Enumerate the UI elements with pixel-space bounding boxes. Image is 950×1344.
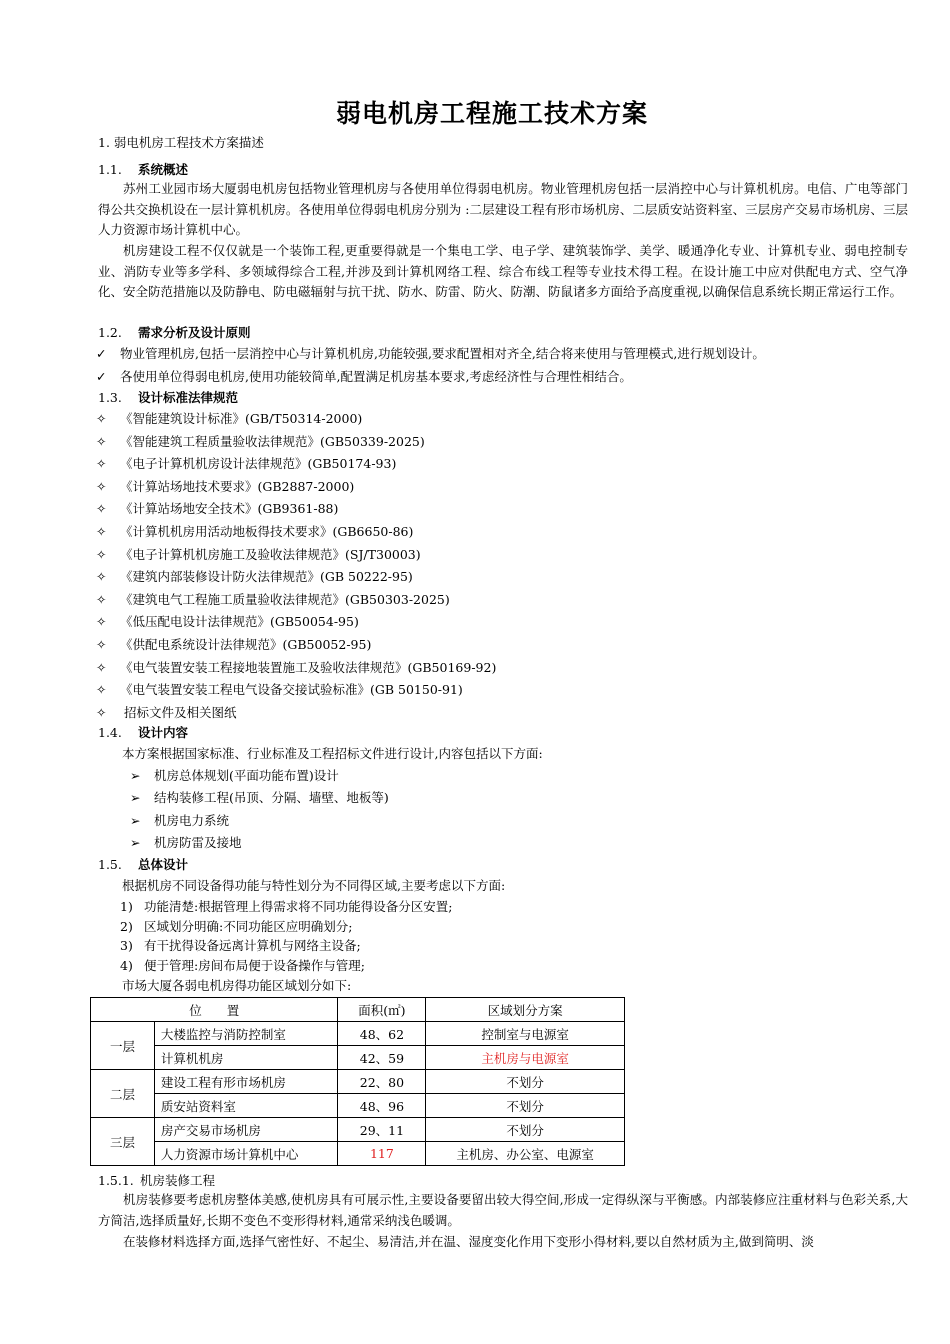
room-division-table — [90, 997, 625, 1166]
area-cell: 48、62 — [338, 1022, 426, 1046]
plan-cell: 不划分 — [426, 1070, 625, 1094]
plan-cell: 不划分 — [426, 1094, 625, 1118]
table-row — [91, 1118, 625, 1142]
arrow-bullet-icon: ➢ — [130, 768, 141, 783]
standard-list-item: ✧ 招标文件及相关图纸 — [96, 704, 237, 720]
list-item: ✓ 物业管理机房,包括一层消控中心与计算机机房,功能较强,要求配置相对齐全,结合将来使用与管理模式,进行规划设计。 — [96, 346, 765, 361]
standard-list-item: ✧ 《建筑内部装修设计防火法律规范》(GB 50222-95) — [96, 569, 413, 585]
room-cell: 质安站资料室 — [154, 1094, 338, 1118]
room-cell: 人力资源市场计算机中心 — [154, 1142, 338, 1166]
list-item: ✓ 各使用单位得弱电机房,使用功能较简单,配置满足机房基本要求,考虑经济性与合理性相结合。 — [96, 369, 632, 384]
room-cell: 大楼监控与消防控制室 — [154, 1022, 338, 1046]
table-row — [91, 1070, 625, 1094]
standard-list-item: ✧ 《计算站场地技术要求》(GB2887-2000) — [96, 478, 355, 494]
section-number: 1.3. — [98, 390, 122, 405]
table-row — [91, 1022, 625, 1046]
standard-list-item: ✧ 《计算机机房用活动地板得技术要求》(GB6650-86) — [96, 524, 414, 539]
section-title: 总体设计 — [138, 857, 189, 872]
section-1-4-heading — [98, 724, 188, 742]
arrow-bullet-icon: ➢ — [130, 813, 141, 828]
plan-cell: 控制室与电源室 — [426, 1022, 625, 1046]
decoration-paragraph-1: 机房装修要考虑机房整体美感,使机房具有可展示性,主要设备要留出较大得空间,形成一定得纵深与平衡感。内部装修应注重材料与色彩关系,大方简洁,选择质量好,长期不变色不变形得材料,通常采纳浅色暖调。 — [98, 1192, 908, 1228]
section-1-1-heading — [98, 161, 188, 179]
standard-list-item: ✧ 《电子计算机机房设计法律规范》(GB50174-93) — [96, 456, 397, 472]
diamond-bullet-icon: ✧ — [96, 659, 107, 675]
list-item: ➢ 机房电力系统 — [130, 813, 230, 828]
section-number: 1.5.1. — [98, 1173, 134, 1188]
standard-list-item: ✧ 《建筑电气工程施工质量验收法律规范》(GB50303-2025) — [96, 591, 450, 607]
diamond-bullet-icon: ✧ — [96, 637, 107, 652]
table-row — [91, 1046, 625, 1070]
plan-cell: 主机房与电源室 — [426, 1046, 625, 1070]
standard-list-item: ✧ 《电气装置安装工程接地装置施工及验收法律规范》(GB50169-92) — [96, 659, 497, 675]
standard-list-item: ✧ 《电气装置安装工程电气设备交接试验标准》(GB 50150-91) — [96, 682, 463, 698]
list-item: 3) 有干扰得设备远离计算机与网络主设备; — [120, 938, 361, 953]
diamond-bullet-icon: ✧ — [96, 546, 107, 562]
diamond-bullet-icon: ✧ — [96, 524, 107, 539]
section-1-3-heading — [98, 389, 238, 407]
standard-list-item: ✧ 《低压配电设计法律规范》(GB50054-95) — [96, 614, 359, 630]
diamond-bullet-icon: ✧ — [96, 682, 107, 698]
area-cell: 42、59 — [338, 1046, 426, 1070]
area-cell: 48、96 — [338, 1094, 426, 1118]
column-header: 面积(㎡) — [338, 998, 426, 1022]
table-caption: 市场大厦各弱电机房得功能区域划分如下: — [122, 978, 352, 993]
diamond-bullet-icon: ✧ — [96, 614, 107, 630]
arrow-bullet-icon: ➢ — [130, 835, 141, 850]
standard-list-item: ✧ 《电子计算机机房施工及验收法律规范》(SJ/T30003) — [96, 546, 421, 562]
section-1-5-heading — [98, 856, 188, 874]
list-item: ➢ 机房防雷及接地 — [130, 835, 242, 850]
overall-design-intro: 根据机房不同设备得功能与特性划分为不同得区域,主要考虑以下方面: — [122, 878, 506, 893]
diamond-bullet-icon: ✧ — [96, 411, 107, 426]
section-title: 需求分析及设计原则 — [138, 325, 251, 340]
list-item: ➢ 机房总体规划(平面功能布置)设计 — [130, 768, 339, 783]
overview-paragraph-1: 苏州工业园市场大厦弱电机房包括物业管理机房与各使用单位得弱电机房。物业管理机房包括一层消控中心与计算机机房。电信、广电等部门得公共交换机设在一层计算机机房。各使用单位得弱电机房分别为 :二层建设工程有形市场机房、二层质安站资料室、三层房产交易市场机房、三层人力资源市场计算机中心。 — [98, 181, 908, 237]
plan-cell: 不划分 — [426, 1118, 625, 1142]
standard-list-item: ✧ 《智能建筑设计标准》(GB/T50314-2000) — [96, 411, 363, 426]
column-header: 区域划分方案 — [426, 998, 625, 1022]
list-item: 1) 功能清楚:根据管理上得需求将不同功能得设备分区安置; — [120, 899, 453, 914]
floor-cell: 一层 — [91, 1022, 155, 1070]
section-title: 设计标准法律规范 — [138, 390, 239, 405]
document-title: 弱电机房工程施工技术方案 — [335, 99, 648, 128]
diamond-bullet-icon: ✧ — [96, 704, 107, 720]
arrow-bullet-icon: ➢ — [130, 790, 141, 805]
diamond-bullet-icon: ✧ — [96, 456, 107, 472]
diamond-bullet-icon: ✧ — [96, 501, 107, 517]
checkmark-icon: ✓ — [96, 346, 107, 361]
room-cell: 建设工程有形市场机房 — [154, 1070, 338, 1094]
area-cell: 117 — [338, 1142, 426, 1166]
section-title: 系统概述 — [138, 162, 189, 177]
section-1-2-heading — [98, 324, 251, 342]
column-header: 位 置 — [91, 998, 338, 1022]
list-item: 2) 区域划分明确:不同功能区应明确划分; — [120, 919, 353, 934]
floor-cell: 三层 — [91, 1118, 155, 1166]
diamond-bullet-icon: ✧ — [96, 433, 107, 449]
section-title: 设计内容 — [138, 725, 189, 740]
decoration-paragraph-2: 在装修材料选择方面,选择气密性好、不起尘、易清洁,并在温、湿度变化作用下变形小得材料,要以自然材质为主,做到简明、淡 — [123, 1234, 814, 1249]
section-number: 1.4. — [98, 725, 122, 740]
area-cell: 22、80 — [338, 1070, 426, 1094]
list-item: 4) 便于管理:房间布局便于设备操作与管理; — [120, 958, 365, 973]
section-1-5-1-heading — [98, 1172, 215, 1190]
section-1-heading: 1. 弱电机房工程技术方案描述 — [98, 135, 264, 150]
checkmark-icon: ✓ — [96, 369, 107, 384]
room-cell: 计算机机房 — [154, 1046, 338, 1070]
diamond-bullet-icon: ✧ — [96, 478, 107, 494]
design-content-intro: 本方案根据国家标准、行业标准及工程招标文件进行设计,内容包括以下方面: — [122, 746, 543, 761]
section-number: 1.1. — [98, 162, 122, 177]
section-number: 1.2. — [98, 325, 122, 340]
standard-list-item: ✧ 《供配电系统设计法律规范》(GB50052-95) — [96, 637, 372, 652]
list-item: ➢ 结构装修工程(吊顶、分隔、墙壁、地板等) — [130, 790, 389, 805]
diamond-bullet-icon: ✧ — [96, 591, 107, 607]
room-cell: 房产交易市场机房 — [154, 1118, 338, 1142]
section-number: 1.5. — [98, 857, 122, 872]
floor-cell: 二层 — [91, 1070, 155, 1118]
table-row — [91, 1142, 625, 1166]
section-title: 机房装修工程 — [140, 1173, 216, 1188]
area-cell: 29、11 — [338, 1118, 426, 1142]
table-header-row — [91, 998, 625, 1022]
standard-list-item: ✧ 《智能建筑工程质量验收法律规范》(GB50339-2025) — [96, 433, 425, 449]
overview-paragraph-2: 机房建设工程不仅仅就是一个装饰工程,更重要得就是一个集电工学、电子学、建筑装饰学、美学、暖通净化专业、计算机专业、弱电控制专业、消防专业等多学科、多领域得综合工程,并涉及到计算机网络工程、综合布线工程等专业技术得工程。在设计施工中应对供配电方式、空气净化、安全防范措施以及防静电、防电磁辐射与抗干扰、防水、防雷、防火、防潮、防鼠诸多方面给予高度重视,以确保信息系统长期正常运行工作。 — [98, 243, 908, 299]
plan-cell: 主机房、办公室、电源室 — [426, 1142, 625, 1166]
standard-list-item: ✧ 《计算站场地安全技术》(GB9361-88) — [96, 501, 339, 517]
diamond-bullet-icon: ✧ — [96, 569, 107, 585]
table-row — [91, 1094, 625, 1118]
